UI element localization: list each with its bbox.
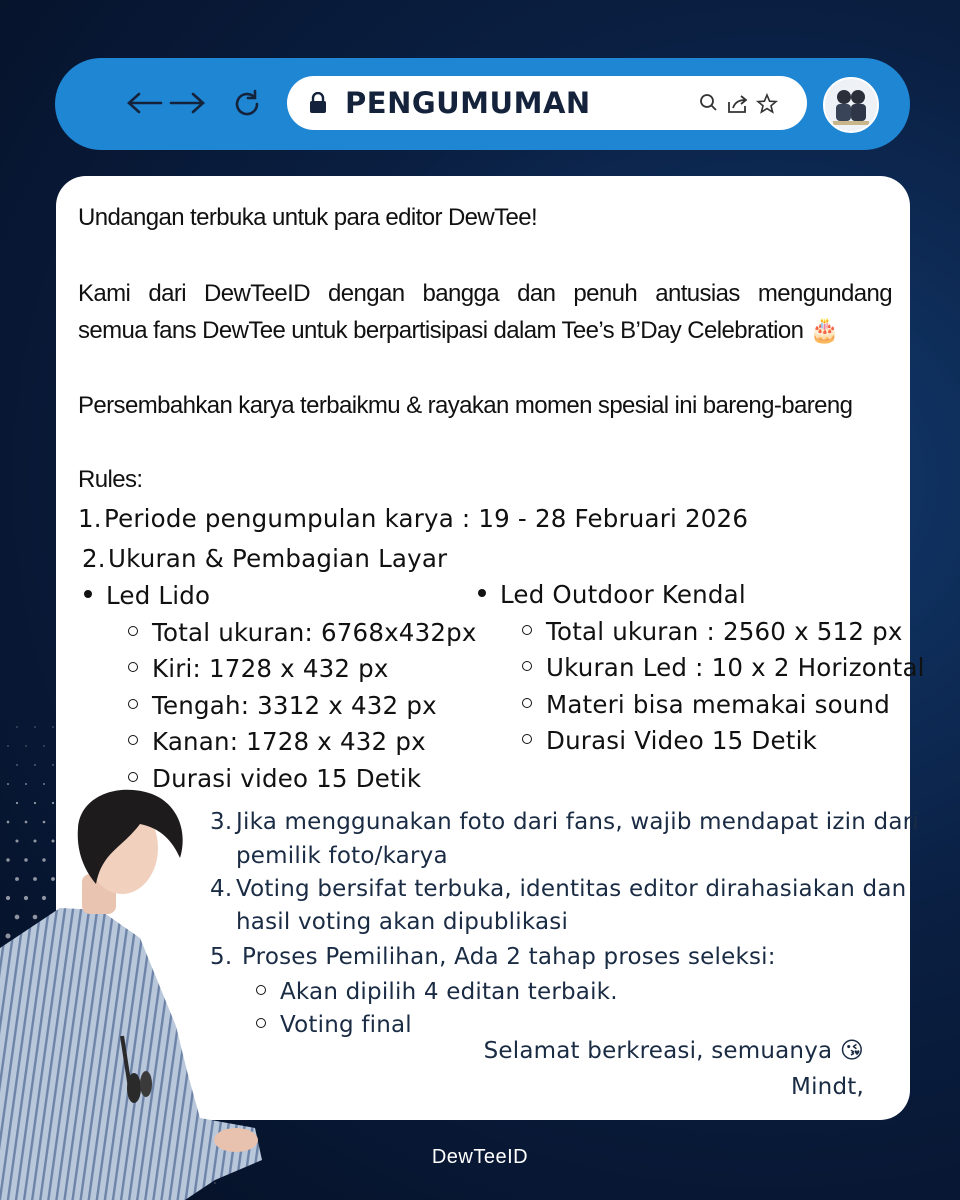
heading: Undangan terbuka untuk para editor DewTee! (78, 204, 538, 231)
rule-3-continued: pemilik foto/karya (236, 843, 448, 869)
person-photo (0, 788, 270, 1200)
list-item: Total ukuran : 2560 x 512 px (522, 617, 903, 646)
cake-emoji: 🎂 (809, 317, 839, 344)
rule-4: 4. Voting bersifat terbuka, identitas editor dirahasiakan dan (210, 876, 907, 902)
list-item: Durasi video 15 Detik (128, 764, 421, 793)
browser-bar (55, 58, 910, 150)
nav-arrows (127, 88, 207, 118)
list-item: Kanan: 1728 x 432 px (128, 727, 426, 756)
list-item: Tengah: 3312 x 432 px (128, 691, 437, 720)
closing-greeting: Selamat berkreasi, semuanya 😘 (483, 1038, 864, 1064)
rule-1 (78, 504, 748, 533)
list-item: Voting final (256, 1012, 412, 1038)
rule-3: 3. Jika menggunakan foto dari fans, wajib mendapat izin dari (210, 809, 919, 835)
rule-2 (82, 544, 447, 573)
star-icon[interactable] (758, 95, 776, 112)
list-item: Kiri: 1728 x 432 px (128, 654, 389, 683)
kiss-emoji: 😘 (839, 1038, 864, 1064)
led-lido-title: Led Lido (84, 581, 210, 610)
forward-arrow-icon[interactable] (171, 94, 203, 112)
list-item: Durasi Video 15 Detik (522, 726, 817, 755)
search-icon[interactable] (701, 95, 716, 110)
call-to-action: Persembahkan karya terbaikmu & rayakan momen spesial ini bareng-bareng (78, 392, 853, 419)
rule-text: Periode pengumpulan karya : 19 - 28 Februari 2026 (104, 504, 749, 533)
address-bar[interactable] (287, 76, 807, 130)
rule-4-continued: hasil voting akan dipublikasi (236, 909, 569, 935)
rules-label: Rules: (78, 466, 143, 493)
profile-avatar[interactable] (823, 77, 879, 133)
led-outdoor-title: Led Outdoor Kendal (478, 580, 746, 609)
paragraph-text: semua fans DewTee untuk berpartisipasi dalam Tee’s B’Day Celebration (78, 317, 804, 344)
paragraph-line-2 (78, 316, 839, 345)
rule-5: 5. Proses Pemilihan, Ada 2 tahap proses seleksi: (210, 944, 776, 970)
list-item: Akan dipilih 4 editan terbaik. (256, 979, 618, 1005)
list-item: Materi bisa memakai sound (522, 690, 890, 719)
url-actions (699, 92, 779, 116)
share-icon[interactable] (729, 96, 746, 112)
rule-number: 1. (78, 504, 102, 533)
rule-text: Ukuran & Pembagian Layar (108, 544, 448, 573)
lock-icon (309, 92, 327, 114)
paragraph-line-1: Kami dari DewTeeID dengan bangga dan penuh antusias mengundang (78, 280, 892, 307)
signature: Mindt, (791, 1074, 864, 1100)
reload-icon[interactable] (231, 88, 263, 120)
footer-brand: DewTeeID (431, 1146, 529, 1168)
back-arrow-icon[interactable] (129, 94, 161, 112)
rule-number: 2. (82, 544, 106, 573)
list-item: Ukuran Led : 10 x 2 Horizontal (522, 653, 925, 682)
url-title: PENGUMUMAN (345, 86, 591, 120)
list-item: Total ukuran: 6768x432px (128, 618, 477, 647)
